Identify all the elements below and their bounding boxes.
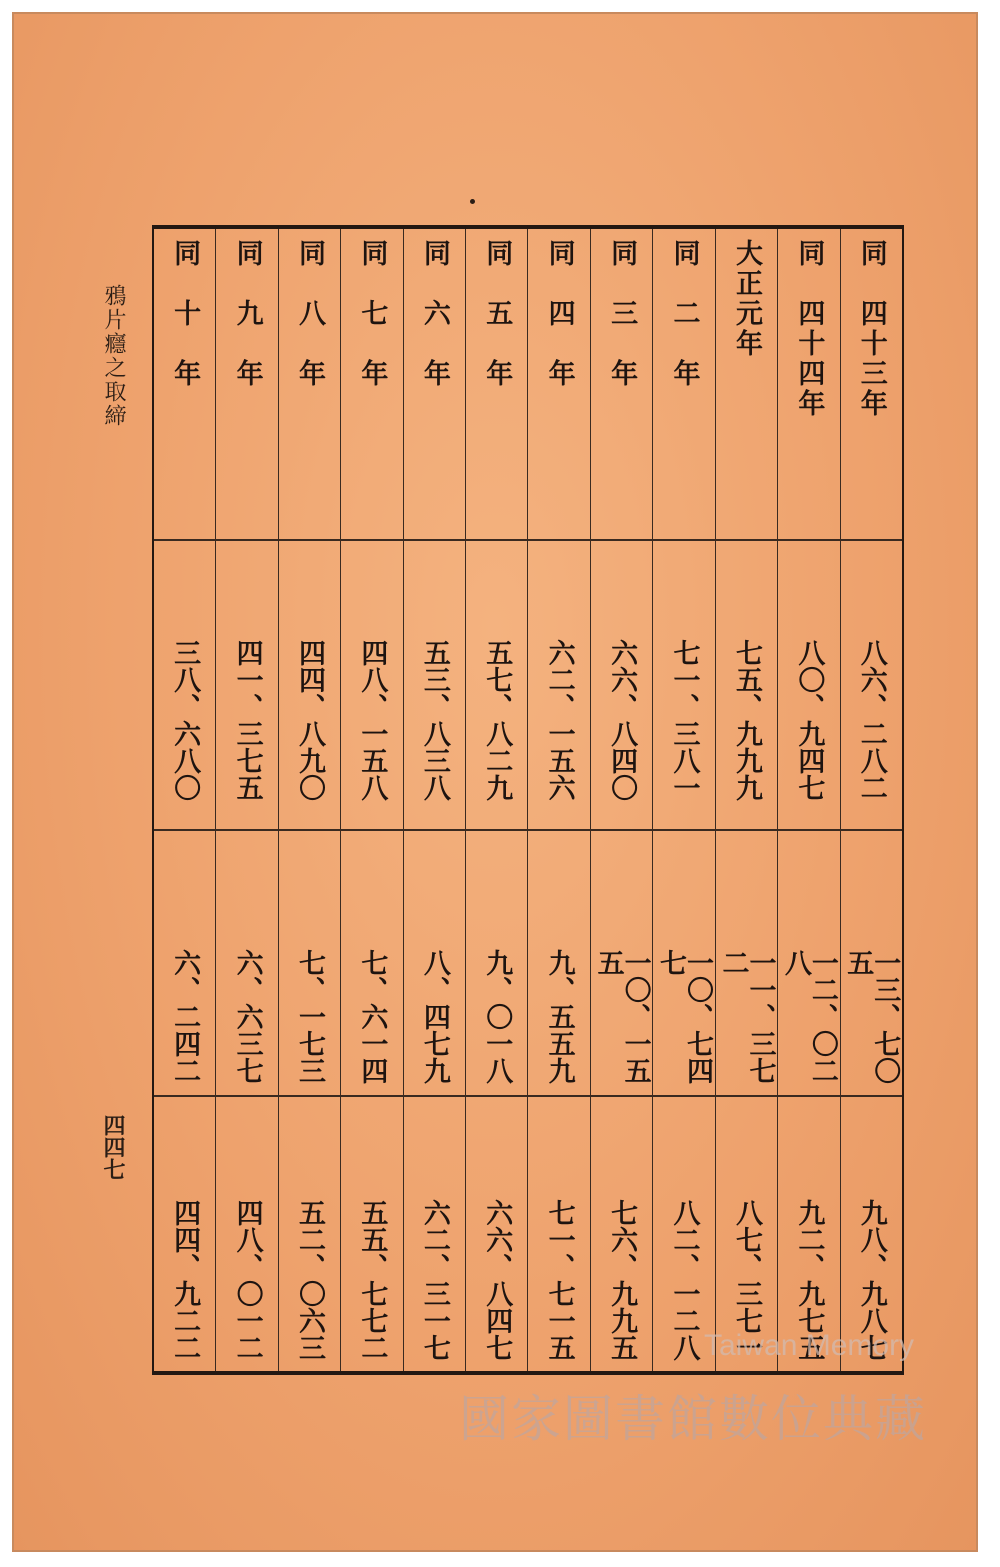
table-column [154, 229, 215, 1371]
table-column [527, 229, 589, 1371]
year-cell: 同 四 年 [543, 239, 575, 389]
watermark-english: Taiwan Memory [704, 1329, 915, 1362]
value-cell: 一一、三七二 [717, 949, 776, 1084]
value-cell: 七六、九九五 [606, 1199, 638, 1361]
value-cell: 五三、八三八 [418, 639, 450, 801]
value-cell: 九二、九七五 [793, 1199, 825, 1361]
value-cell: 九、五五九 [543, 949, 575, 1084]
year-cell: 同 四十三年 [855, 239, 887, 419]
book-page [12, 12, 978, 1552]
value-cell: 六六、八四七 [481, 1199, 513, 1361]
watermark-chinese: 國家圖書館數位典藏 [459, 1391, 927, 1447]
table-column [340, 229, 402, 1371]
table-column [652, 229, 714, 1371]
print-dot [470, 199, 475, 204]
year-cell: 同 七 年 [356, 239, 388, 389]
value-cell: 一三、七〇五 [842, 949, 901, 1084]
statistics-table [152, 225, 904, 1375]
table-column [215, 229, 277, 1371]
year-cell: 同 八 年 [293, 239, 325, 389]
table-column [715, 229, 777, 1371]
value-cell: 一〇、七四七 [655, 949, 714, 1084]
value-cell: 一二、〇二八 [779, 949, 838, 1084]
value-cell: 九、〇一八 [481, 949, 513, 1084]
value-cell: 七五、九九九 [730, 639, 762, 801]
value-cell: 八七、三七一 [730, 1199, 762, 1361]
table-column [590, 229, 652, 1371]
value-cell: 五五、七七二 [356, 1199, 388, 1361]
table-column [840, 229, 902, 1371]
value-cell: 四四、八九〇 [293, 639, 325, 801]
value-cell: 六、二四二 [169, 949, 201, 1084]
value-cell: 八、四七九 [418, 949, 450, 1084]
year-cell: 同 二 年 [668, 239, 700, 389]
year-cell: 同 六 年 [418, 239, 450, 389]
value-cell: 一〇、一五五 [592, 949, 651, 1084]
value-cell: 三八、六八〇 [169, 639, 201, 801]
year-cell: 同 五 年 [481, 239, 513, 389]
value-cell: 九八、九八七 [855, 1199, 887, 1361]
value-cell: 四一、三七五 [231, 639, 263, 801]
value-cell: 六、六三七 [231, 949, 263, 1084]
value-cell: 八六、二八二 [855, 639, 887, 801]
value-cell: 七、一七三 [293, 949, 325, 1084]
value-cell: 八二、一二八 [668, 1199, 700, 1361]
value-cell: 四八、〇一二 [231, 1199, 263, 1361]
value-cell: 八〇、九四七 [793, 639, 825, 801]
value-cell: 四八、一五八 [356, 639, 388, 801]
value-cell: 五七、八二九 [481, 639, 513, 801]
value-cell: 七一、三八一 [668, 639, 700, 801]
value-cell: 五二、〇六三 [293, 1199, 325, 1361]
year-cell: 同 三 年 [606, 239, 638, 389]
running-head: 鴉片癮之取締 [101, 284, 126, 428]
year-cell: 同 九 年 [231, 239, 263, 389]
value-cell: 六二、一五六 [543, 639, 575, 801]
year-cell: 同 四十四年 [793, 239, 825, 419]
value-cell: 七、六一四 [356, 949, 388, 1084]
year-cell: 同 十 年 [169, 239, 201, 389]
table-column [465, 229, 527, 1371]
page-number: 四四七 [100, 1114, 126, 1180]
value-cell: 七一、七一五 [543, 1199, 575, 1361]
value-cell: 六二、三一七 [418, 1199, 450, 1361]
table-column [403, 229, 465, 1371]
table-column [278, 229, 340, 1371]
value-cell: 四四、九二二 [169, 1199, 201, 1361]
table-column [777, 229, 839, 1371]
value-cell: 六六、八四〇 [606, 639, 638, 801]
year-cell: 大正元年 [730, 239, 762, 359]
